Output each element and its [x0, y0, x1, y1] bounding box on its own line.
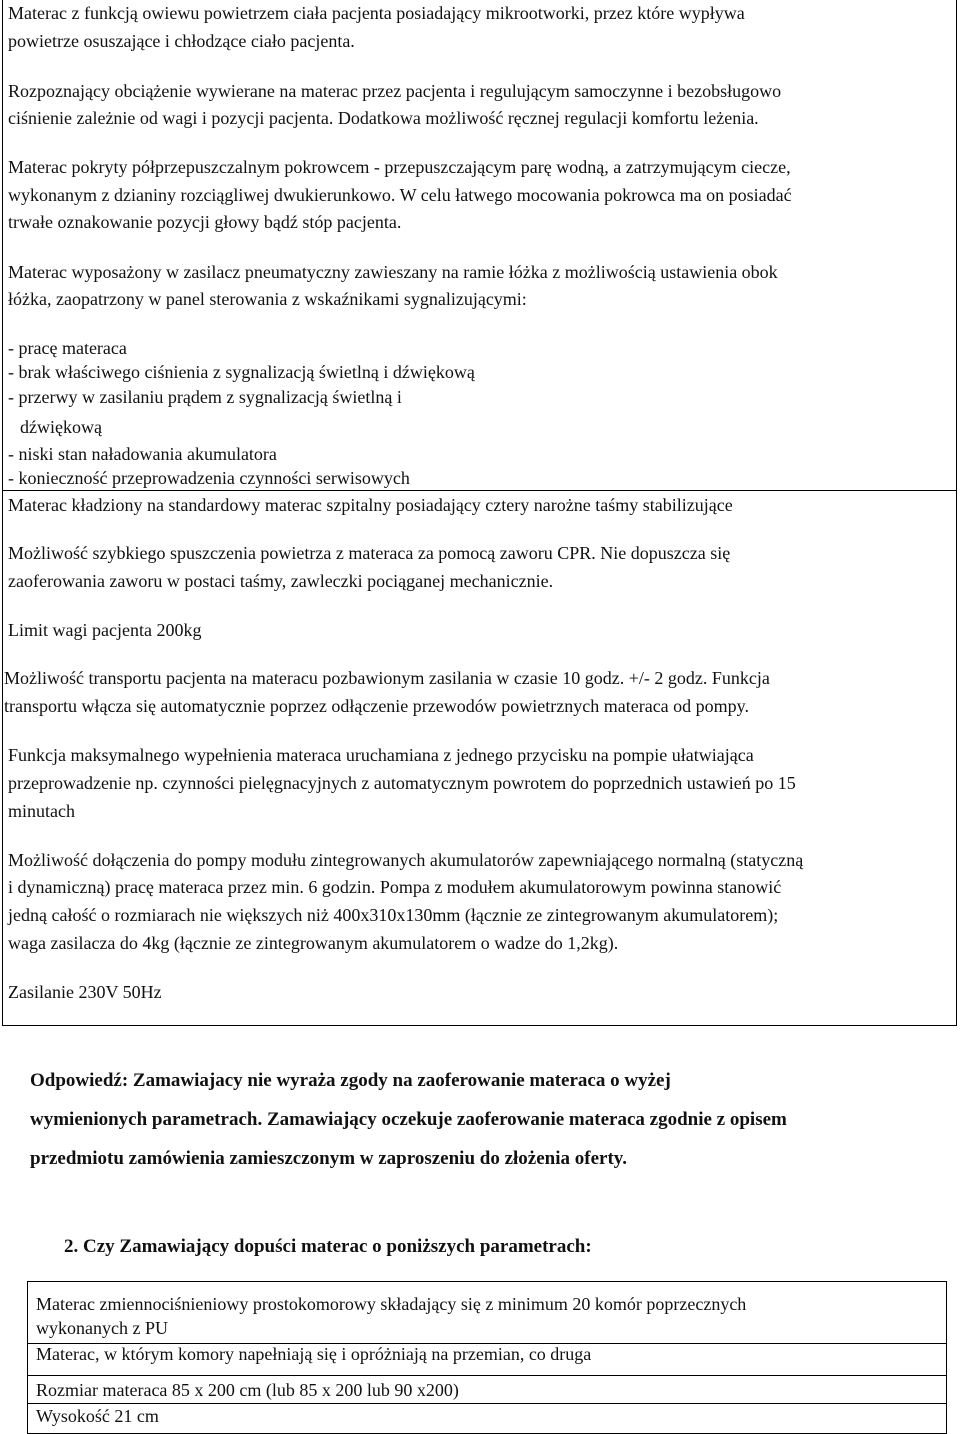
spec-text: ciśnienie zależnie od wagi i pozycji pacjenta. Dodatkowa możliwość ręcznej regulacji komfortu leżenia. [8, 108, 759, 128]
answer-text: Odpowiedź: Zamawiajacy nie wyraża zgody na zaoferowanie materaca o wyżej [30, 1070, 671, 1091]
row-divider [28, 1375, 946, 1376]
spec-text: zaoferowania zaworu w postaci taśmy, zawleczki pociąganej mechanicznie. [8, 571, 554, 591]
spec-text: Rozpoznający obciążenie wywierane na materac przez pacjenta i regulującym samoczynne i bezobsługowo [8, 81, 782, 101]
row-divider [28, 1403, 946, 1404]
spec-text: Możliwość transportu pacjenta na materacu pozbawionym zasilania w czasie 10 godz. +/- 2 godz. Funkcja [4, 668, 770, 688]
list-item: - pracę materaca [8, 338, 127, 358]
spec-text: trwałe oznakowanie pozycji głowy bądź stóp pacjenta. [8, 212, 402, 232]
answer-text: przedmiotu zamówienia zamieszczonym w zaproszeniu do złożenia oferty. [30, 1148, 627, 1169]
spec-text: minutach [8, 801, 75, 821]
list-item: - brak właściwego ciśnienia z sygnalizacją świetlną i dźwiękową [8, 362, 475, 382]
spec-text: Funkcja maksymalnego wypełnienia materaca uruchamiana z jednego przycisku na pompie ułatwiająca [8, 745, 754, 765]
params-table [27, 1281, 947, 1434]
spec-text: Materac pokryty półprzepuszczalnym pokrowcem - przepuszczającym parę wodną, a zatrzymującym ciecze, [8, 157, 791, 177]
spec-text: i dynamiczną) pracę materaca przez min. 6 godzin. Pompa z modułem akumulatorowym powinna stanowić [8, 877, 782, 897]
spec-text: Materac wyposażony w zasilacz pneumatyczny zawieszany na ramie łóżka z możliwością ustawienia obok [8, 262, 778, 282]
table-cell: Materac zmiennociśnieniowy prostokomorowy składający się z minimum 20 komór poprzecznych [36, 1294, 747, 1314]
spec-text: Możliwość szybkiego spuszczenia powietrza z materaca za pomocą zaworu CPR. Nie dopuszcza się [8, 543, 731, 563]
question-heading: 2. Czy Zamawiający dopuści materac o poniższych parametrach: [64, 1236, 592, 1257]
spec-text: waga zasilacza do 4kg (łącznie ze zintegrowanym akumulatorem o wadze do 1,2kg). [8, 933, 619, 953]
table-cell: Wysokość 21 cm [36, 1406, 159, 1426]
spec-text: łóżka, zaopatrzony w panel sterowania z wskaźnikami sygnalizującymi: [8, 289, 527, 309]
spec-text: Zasilanie 230V 50Hz [8, 982, 162, 1002]
list-item: - niski stan naładowania akumulatora [8, 444, 277, 464]
spec-text: Limit wagi pacjenta 200kg [8, 620, 202, 640]
answer-text: wymienionych parametrach. Zamawiający oczekuje zaoferowanie materaca zgodnie z opisem [30, 1109, 787, 1130]
list-item: - przerwy w zasilaniu prądem z sygnalizacją świetlną i [8, 387, 402, 407]
table-cell: wykonanych z PU [36, 1318, 168, 1338]
spec-text: Materac kładziony na standardowy materac szpitalny posiadający cztery narożne taśmy stabilizujące [8, 495, 733, 515]
spec-text: przeprowadzenie np. czynności pielęgnacyjnych z automatycznym powrotem do poprzednich ustawień po 15 [8, 773, 796, 793]
spec-text: powietrze osuszające i chłodzące ciało pacjenta. [8, 31, 355, 51]
spec-text: Możliwość dołączenia do pompy modułu zintegrowanych akumulatorów zapewniającego normalną (statyczną [8, 850, 804, 870]
table-cell: Materac, w którym komory napełniają się i opróżniają na przemian, co druga [36, 1344, 592, 1364]
table-cell: Rozmiar materaca 85 x 200 cm (lub 85 x 200 lub 90 x200) [36, 1380, 459, 1400]
list-item: dźwiękową [20, 417, 102, 437]
spec-text: jedną całość o rozmiarach nie większych niż 400x310x130mm (łącznie ze zintegrowanym akumulatorem); [8, 905, 779, 925]
spec-text: Materac z funkcją owiewu powietrzem ciała pacjenta posiadający mikrootworki, przez które wypływa [8, 3, 745, 23]
row-divider [2, 490, 957, 491]
spec-text: transportu włącza się automatycznie poprzez odłączenie przewodów powietrznych materaca od pompy. [4, 696, 750, 716]
list-item: - konieczność przeprowadzenia czynności serwisowych [8, 468, 410, 488]
spec-text: wykonanym z dzianiny rozciągliwej dwukierunkowo. W celu łatwego mocowania pokrowca ma on posiadać [8, 185, 792, 205]
